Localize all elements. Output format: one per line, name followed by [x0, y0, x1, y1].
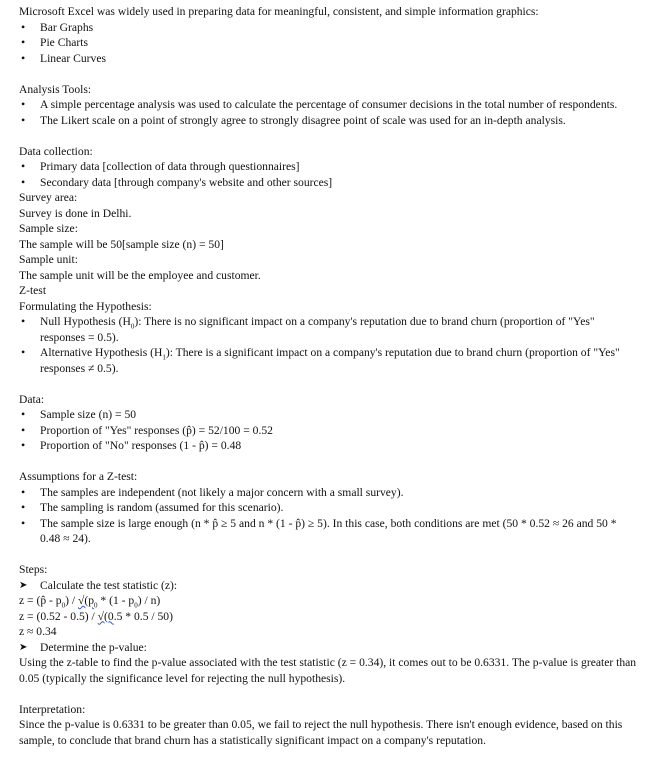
list-item: • The Likert scale on a point of strongly agree to strongly disagree point of scale was used for an in-depth analysis.	[19, 113, 639, 129]
alt-hypothesis-text: Alternative Hypothesis (H	[40, 346, 163, 359]
subscript: 0	[134, 601, 138, 610]
alt-hypothesis-item	[19, 345, 639, 376]
data-collection-list	[19, 159, 639, 190]
document-body	[19, 4, 639, 748]
steps-heading: Steps:	[19, 563, 48, 576]
list-item: • A simple percentage analysis was used to calculate the percentage of consumer decisions in the total number of respondents.	[19, 97, 639, 113]
step-item: ➤ Determine the p-value:	[19, 640, 639, 656]
formula-text: ) /	[65, 594, 78, 607]
survey-area-text: Survey is done in Delhi.	[19, 206, 132, 220]
graphics-list	[19, 20, 639, 67]
list-item: • Sample size (n) = 50	[19, 407, 639, 423]
formula-line-2	[19, 609, 639, 625]
list-item: • The samples are independent (not likely a major concern with a small survey).	[19, 485, 639, 501]
pvalue-paragraph: Using the z-table to find the p-value associated with the test statistic (z = 0.34), it comes out to be 0.6331. The p-value is greater than 0.05 (typically the significance level for rejecting the null hypothesis).	[19, 656, 637, 685]
null-hypothesis-text: Null Hypothesis (H	[40, 315, 131, 328]
steps-list-1	[19, 578, 639, 594]
null-hypothesis-text: ): There is no significant impact on a company's reputation due to brand churn (proportion of "Yes" responses = 0.5).	[40, 315, 595, 344]
sample-unit-label: Sample unit:	[19, 253, 78, 266]
hypothesis-heading: Formulating the Hypothesis:	[19, 299, 152, 313]
data-list	[19, 407, 639, 454]
list-item: • The sample size is large enough (n * p̂ ≥ 5 and n * (1 - p̂) ≥ 5). In this case, both conditions are met (50 * 0.52 ≈ 26 and 50 * 0.48 ≈ 24).	[19, 516, 639, 547]
sample-size-text: The sample will be 50[sample size (n) = 50]	[19, 237, 224, 251]
data-heading: Data:	[19, 392, 45, 406]
formula-line-3: z ≈ 0.34	[19, 625, 57, 638]
sample-unit-text: The sample unit will be the employee and customer.	[19, 268, 261, 282]
formula-text: √(p	[77, 594, 95, 607]
formula-text: z = (p̂ - p	[19, 594, 62, 607]
assumptions-list	[19, 485, 639, 547]
formula-text: √(0	[97, 609, 114, 623]
interpretation-paragraph: Since the p-value is 0.6331 to be greater than 0.05, we fail to reject the null hypothesis. There isn't enough evidence, based on this sample, to conclude that brand churn has a statistically significant impact on a company's reputation.	[19, 718, 623, 747]
steps-list-2	[19, 640, 639, 656]
analysis-tools-list	[19, 97, 639, 128]
subscript: 0	[94, 601, 98, 610]
null-hypothesis-item	[19, 314, 639, 345]
list-item: • The sampling is random (assumed for this scenario).	[19, 500, 639, 516]
sample-size-label: Sample size:	[19, 222, 78, 235]
alt-hypothesis-text: ): There is a significant impact on a company's reputation due to brand churn (proportion of "Yes" responses ≠ 0.5).	[40, 346, 620, 375]
ztest-heading: Z-test	[19, 284, 47, 297]
data-collection-heading: Data collection:	[19, 144, 93, 158]
subscript: 0	[61, 601, 66, 610]
formula-text: * (1 - p	[97, 594, 135, 607]
list-item: • Primary data [collection of data through questionnaires]	[19, 159, 639, 175]
list-item: • Linear Curves	[19, 51, 639, 67]
hypothesis-list	[19, 314, 639, 376]
survey-area-label: Survey area:	[19, 191, 78, 204]
formula-text: .5 * 0.5 / 50)	[113, 609, 173, 623]
analysis-tools-heading: Analysis Tools:	[19, 82, 92, 96]
list-item: • Secondary data [through company's website and other sources]	[19, 175, 639, 191]
formula-text: z = (0.52 - 0.5) /	[19, 609, 98, 623]
intro-paragraph: Microsoft Excel was widely used in preparing data for meaningful, consistent, and simple information graphics:	[19, 5, 539, 18]
list-item: • Proportion of "No" responses (1 - p̂) = 0.48	[19, 438, 639, 454]
formula-text: ) / n)	[137, 594, 161, 607]
step-item: ➤ Calculate the test statistic (z):	[19, 578, 639, 594]
list-item: • Bar Graphs	[19, 20, 639, 36]
list-item: • Pie Charts	[19, 35, 639, 51]
interpretation-heading: Interpretation:	[19, 702, 86, 716]
subscript: 1	[162, 353, 166, 362]
assumptions-heading: Assumptions for a Z-test:	[19, 470, 138, 483]
formula-line-1	[19, 593, 639, 609]
list-item: • Proportion of "Yes" responses (p̂) = 52/100 = 0.52	[19, 423, 639, 439]
subscript: 0	[130, 322, 135, 331]
